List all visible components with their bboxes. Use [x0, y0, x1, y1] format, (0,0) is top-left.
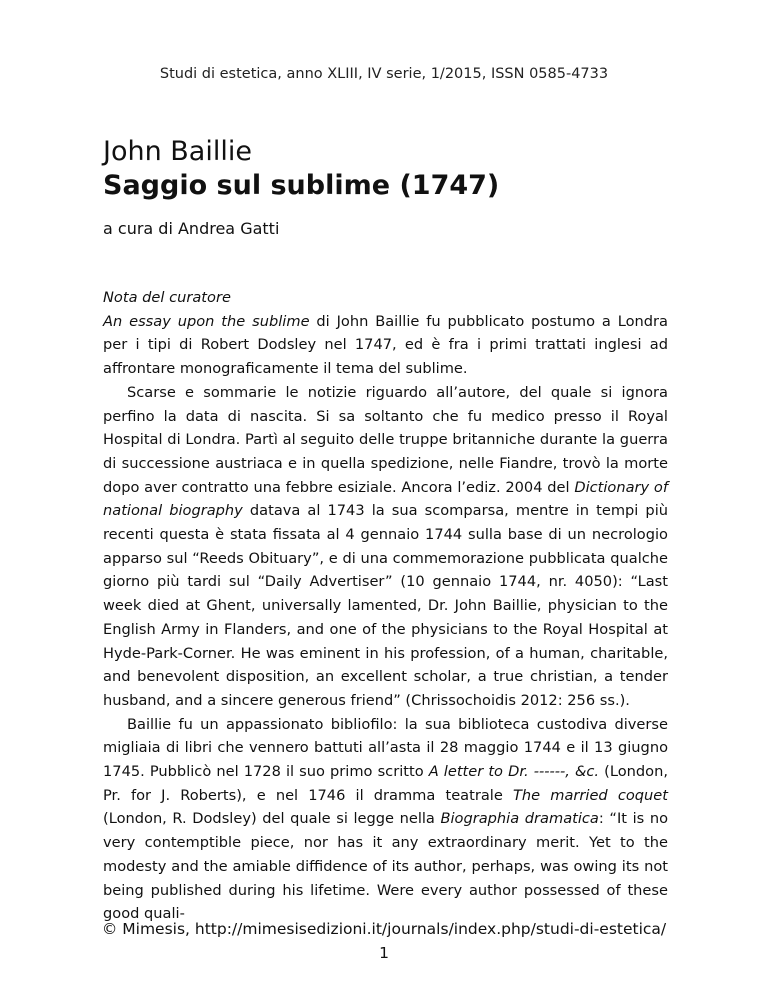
paragraph-3-text-3: (London, R. Dodsley) del quale si legge nella [103, 810, 441, 828]
paragraph-3-text-4: : “It is no very contemptible piece, nor has it any extraordinary merit. Yet to the modesty and the amiable diffidence of its author, perhaps, was owing its not being published during his lifetime. Were every author possessed of these good quali- [103, 810, 668, 923]
paragraph-3-italic-1: A letter to Dr. ------, &c. [428, 763, 600, 781]
article-title: Saggio sul sublime (1747) [103, 170, 500, 201]
paragraph-1 [103, 310, 668, 381]
paragraph-3-italic-3: Biographia dramatica [440, 810, 599, 828]
journal-header: Studi di estetica, anno XLIII, IV serie, 1/2015, ISSN 0585-4733 [159, 66, 609, 82]
paragraph-3-text-1: Baillie fu un appassionato bibliofilo: la sua biblioteca custodiva diverse migliaia di libri che vennero battuti all’asta il 28 maggio 1744 e il 13 giugno 1745. Pubblicò nel 1728 il suo primo scritto [103, 715, 668, 781]
paragraph-3-text-2: (London, Pr. for J. Roberts), e nel 1746 il dramma teatrale [103, 763, 668, 804]
paragraph-2-italic-1: Dictionary of national biography [103, 478, 669, 520]
paragraph-3-italic-2: The married coquet [512, 786, 668, 804]
copyright-footer: © Mimesis, http://mimesisedizioni.it/journals/index.php/studi-di-estetica/ [101, 920, 667, 938]
paragraph-2-text-2: datava al 1743 la sua scomparsa, mentre in tempi più recenti questa è stata fissata al 4 gennaio 1744 sulla base di un necrologio apparso sul “Reeds Obituary”, e di una commemorazione pubblicata qualche giorno più tardi sul “Daily Advertiser” (10 gennaio 1744, nr. 4050): “Last week died at Ghent, universally lamented, Dr. John Baillie, physician to the English Army in Flanders, and one of the physicians to the Royal Hospital at Hyde-Park-Corner. He was eminent in his profession, of a human, charitable, and benevolent disposition, an excellent scholar, a true christian, a tender husband, and a sincere generous friend” (Chrissochoidis 2012: 256 ss.). [103, 502, 668, 709]
paragraph-3 [103, 713, 668, 926]
curator-line: a cura di Andrea Gatti [103, 219, 280, 238]
paragraph-1-text-1: di John Baillie fu pubblicato postumo a Londra per i tipi di Robert Dodsley nel 1747, ed è fra i primi trattati inglesi ad affrontare monograficamente il tema del sublime. [103, 312, 668, 378]
page-number: 1 [379, 944, 389, 962]
article-body [103, 286, 668, 926]
paragraph-2-text-1: Scarse e sommarie le notizie riguardo all’autore, del quale si ignora perfino la data di nascita. Si sa soltanto che fu medico presso il Royal Hospital di Londra. Partì al seguito delle truppe britanniche durante la guerra di successione austriaca e in quella spedizione, nelle Fiandre, trovò la morte dopo aver contratto una febbre esiziale. Ancora l’ediz. 2004 del [103, 383, 668, 496]
note-heading: Nota del curatore [103, 289, 231, 306]
paragraph-1-italic-1: An essay upon the sublime [103, 312, 310, 330]
author-name: John Baillie [103, 136, 252, 167]
paragraph-2 [103, 381, 668, 713]
